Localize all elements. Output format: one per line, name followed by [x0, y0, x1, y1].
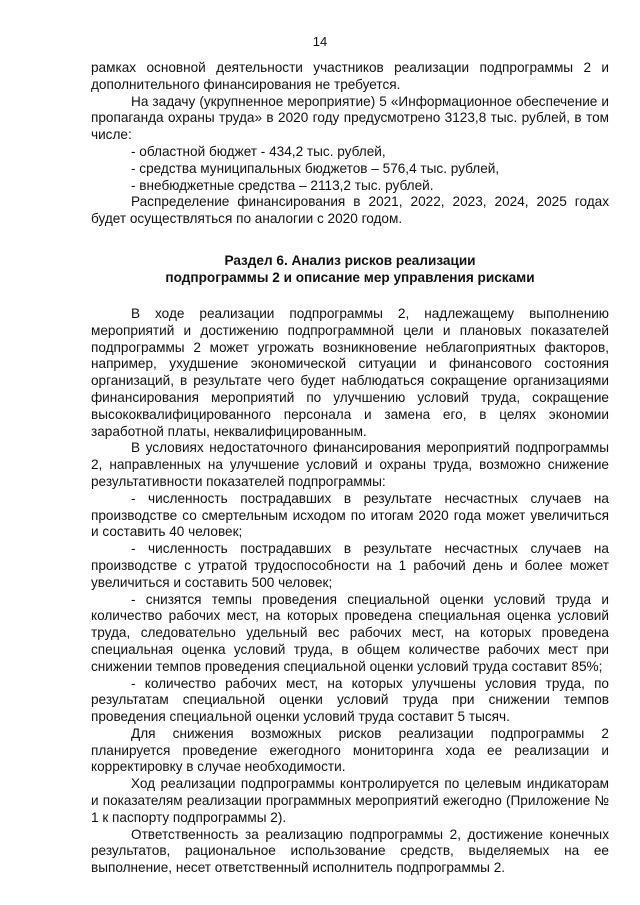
paragraph: - численность пострадавших в результате несчастных случаев на производстве с утратой трудоспособности на 1 рабочий день и более может увеличиться и составить 500 человек;: [91, 541, 609, 590]
page-number: 14: [312, 34, 328, 49]
paragraph: Ход реализации подпрограммы контролируется по целевым индикаторам и показателям реализации программных мероприятий ежегодно (Приложение № 1 к паспорту подпрограммы 2).: [91, 776, 609, 825]
section-heading-line-2: подпрограммы 2 и описание мер управления рисками: [165, 270, 535, 286]
paragraph: - средства муниципальных бюджетов – 576,4 тыс. рублей,: [131, 160, 500, 176]
paragraph: Распределение финансирования в 2021, 2022, 2023, 2024, 2025 годах будет осуществляться по аналогии с 2020 годом.: [91, 194, 609, 227]
intro-section: [91, 60, 609, 228]
paragraph: - численность пострадавших в результате несчастных случаев на производстве со смертельным исходом по итогам 2020 года может увеличиться и составить 40 человек;: [91, 490, 609, 540]
paragraph: - областной бюджет - 434,2 тыс. рублей,: [131, 143, 386, 159]
paragraph: Для снижения возможных рисков реализации подпрограммы 2 планируется проведение ежегодного мониторинга хода ее реализации и корректировку в случае необходимости.: [91, 725, 609, 775]
document-body: [91, 60, 609, 877]
paragraph: Ответственность за реализацию подпрограммы 2, достижение конечных результатов, рациональное использование средств, выделяемых на ее выполнение, несет ответственный исполнитель подпрограммы 2.: [91, 826, 609, 876]
paragraph: На задачу (укрупненное мероприятие) 5 «Информационное обеспечение и пропаганда охраны труда» в 2020 году предусмотрено 3123,8 тыс. рублей, в том числе:: [91, 93, 609, 143]
paragraph: - количество рабочих мест, на которых улучшены условия труда, по результатам специальной оценки условий труда при снижении темпов проведения специальной оценки условий труда составит 5 тысяч.: [91, 675, 609, 725]
paragraph: В условиях недостаточного финансирования мероприятий подпрограммы 2, направленных на улучшение условий и охраны труда, возможно снижение результативности показателей подпрограммы:: [91, 440, 609, 489]
section-heading-line-1: Раздел 6. Анализ рисков реализации: [224, 252, 476, 268]
paragraph: - снизятся темпы проведения специальной оценки условий труда и количество рабочих мест, на которых проведена специальная оценка условий труда, следовательно удельный вес рабочих мест, на которых проведена специальная оценка условий труда, в общем количестве рабочих мест при снижении темпов проведения специальной оценки условий труда составит 85%;: [91, 591, 609, 674]
section-body: [91, 306, 609, 877]
paragraph: - внебюджетные средства – 2113,2 тыс. рублей.: [131, 177, 434, 193]
section-heading: [91, 252, 609, 287]
paragraph: рамках основной деятельности участников реализации подпрограммы 2 и дополнительного финансирования не требуется.: [91, 60, 609, 92]
paragraph: В ходе реализации подпрограммы 2, надлежащему выполнению мероприятий и достижению подпрограммной цели и плановых показателей подпрограммы 2 может угрожать возникновение неблагоприятных факторов, например, ухудшение экономической ситуации и финансового состояния организаций, в результате чего будет наблюдаться сокращение организациями финансирования мероприятий по улучшению условий труда, сокращение высококвалифицированного персонала и замена его, в целях экономии заработной платы, неквалифицированным.: [91, 305, 609, 439]
